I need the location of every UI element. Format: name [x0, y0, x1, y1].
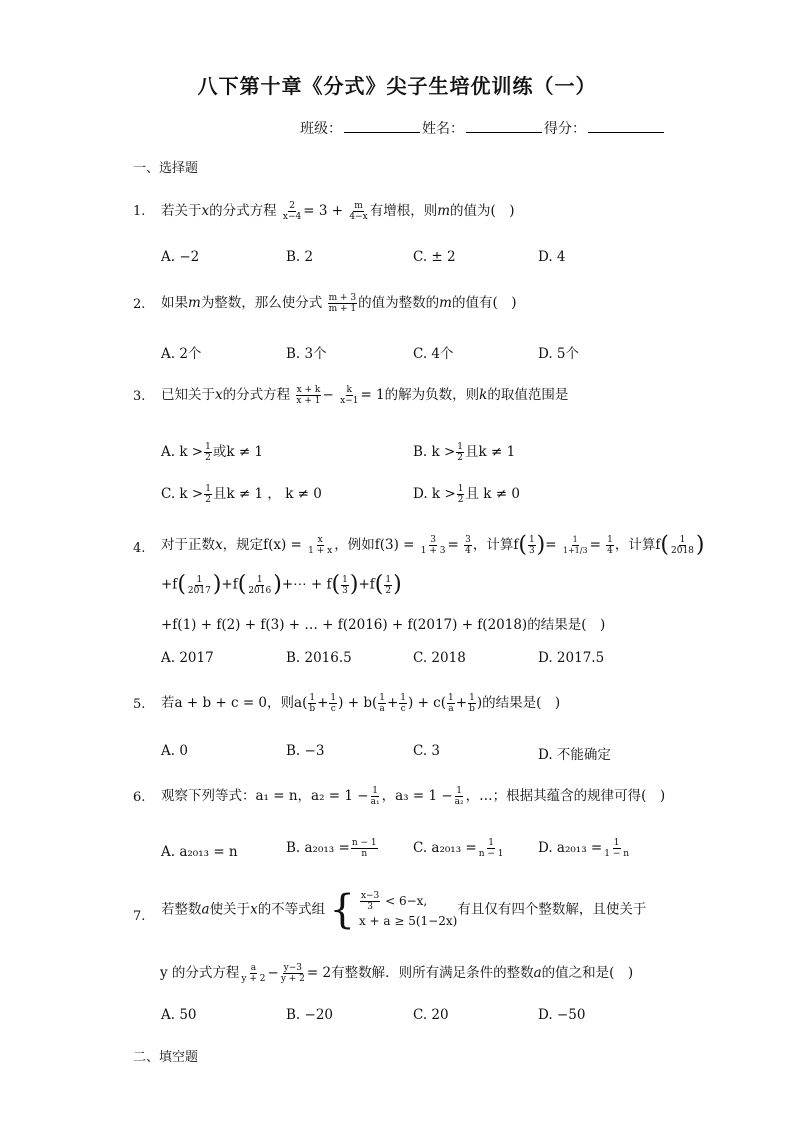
q2-option-a[interactable]: A. 2个 — [161, 346, 202, 362]
q2-stem: 如果m为整数，那么使分式 $\frac{m + 3}{m + 1}$ 的值为整数的m的值有( ) — [161, 293, 517, 314]
q3-fraction-1: $\frac{x + k}{x + 1}$ — [296, 385, 321, 406]
q7-stem-line1: 若整数a使关于x的不等式组 { $\frac{x-3}{3}$ < 6−x, x + a ≥ 5(1−2x) 有且仅有四个整数解，且使关于 — [161, 887, 647, 933]
class-label: 班级： — [300, 121, 342, 137]
q1-option-d[interactable]: D. 4 — [538, 249, 566, 265]
q3-option-d[interactable]: D. k > $\frac{1}{2}$ 且 k ≠ 0 — [413, 484, 520, 505]
q2-number: 2. — [133, 297, 146, 312]
q7-option-b[interactable]: B. −20 — [286, 1007, 333, 1023]
q4-option-c[interactable]: C. 2018 — [413, 650, 466, 666]
q5-option-c[interactable]: C. 3 — [413, 743, 441, 759]
q2-fraction: $\frac{m + 3}{m + 1}$ — [328, 293, 357, 314]
q5-stem: 若a + b + c = 0，则a( $\frac{1}{b}$ + $\frac{1}{c}$ ) + b( $\frac{1}{a}$ + $\frac{1}{c}$ ) + c( $\frac{1}{a}$ + $\frac{1}{b}$ )的结果是( ) — [161, 693, 561, 714]
q6-stem: 观察下列等式：a₁ = n，a₂ = 1 − $\frac{1}{\text{a₁}}$ ，a₃ = 1 − $\frac{1}{\text{a₂}}$ ，…；根据其蕴含的规律可得( ) — [161, 786, 666, 807]
q4-stem-line3: +f(1) + f(2) + f(3) + … + f(2016) + f(2017) + f(2018)的结果是( ) — [161, 617, 606, 633]
q3-option-c[interactable]: C. k > $\frac{1}{2}$ 且k ≠ 1 ， k ≠ 0 — [161, 484, 322, 505]
q4-option-d[interactable]: D. 2017.5 — [538, 650, 605, 666]
q1-number: 1. — [133, 204, 146, 219]
score-blank[interactable] — [588, 120, 664, 133]
class-blank[interactable] — [344, 120, 420, 133]
score-label: 得分： — [544, 121, 586, 137]
q1-option-c[interactable]: C. ± 2 — [413, 249, 456, 265]
q7-option-d[interactable]: D. −50 — [538, 1007, 586, 1023]
q3-stem: 已知关于x的分式方程 $\frac{x + k}{x + 1}$ − $\frac{k}{x-1}$ = 1的解为负数，则k的取值范围是 — [161, 385, 569, 406]
q7-option-a[interactable]: A. 50 — [161, 1007, 197, 1023]
q1-option-b[interactable]: B. 2 — [286, 249, 314, 265]
q3-number: 3. — [133, 389, 146, 404]
q2-option-b[interactable]: B. 3个 — [286, 346, 327, 362]
q1-fraction-1: $\frac{2}{x-4}$ — [282, 201, 302, 222]
q1-fraction-2: $\frac{m}{4-x}$ — [349, 201, 368, 222]
name-label: 姓名： — [422, 121, 464, 137]
q3-option-b[interactable]: B. k > $\frac{1}{2}$ 且k ≠ 1 — [413, 442, 516, 463]
q4-option-b[interactable]: B. 2016.5 — [286, 650, 352, 666]
q4-number: 4. — [133, 541, 146, 556]
q7-option-c[interactable]: C. 20 — [413, 1007, 449, 1023]
q5-option-d[interactable]: D. 不能确定 — [538, 747, 611, 763]
q7-inequality-system: { $\frac{x-3}{3}$ < 6−x, x + a ≥ 5(1−2x) — [329, 887, 458, 933]
page-title: 八下第十章《分式》尖子生培优训练（一） — [197, 74, 597, 98]
q2-option-c[interactable]: C. 4个 — [413, 346, 454, 362]
q5-number: 5. — [133, 697, 146, 712]
q5-option-b[interactable]: B. −3 — [286, 743, 325, 759]
q4-stem-line1: 对于正数x，规定f(x) = $\frac{x}{1 + x}$ ，例如f(3) = $\frac{3}{1 + 3}$ = $\frac{3}{4}$ ，计算f( $\frac{1}{3}$ )= $\frac{1}{1+1/3}$ = $\frac{1}{4}$ ，计算f( $\frac{1}{2018}$ ) — [161, 532, 705, 558]
q6-option-a[interactable]: A. a₂₀₁₃ = n — [161, 844, 238, 860]
q1-stem: 若关于x的分式方程 $\frac{2}{x-4}$ = 3 + $\frac{m}{4-x}$ 有增根，则m的值为( ) — [161, 201, 515, 222]
q4-option-a[interactable]: A. 2017 — [161, 650, 214, 666]
q6-number: 6. — [133, 790, 146, 805]
name-blank[interactable] — [466, 120, 542, 133]
q6-option-c[interactable]: C. a₂₀₁₃ = $\frac{1}{n - 1}$ — [413, 838, 504, 859]
q4-stem-line2: +f( $\frac{1}{2017}$ )+f( $\frac{1}{2016}$ )+⋯ + f( $\frac{1}{3}$ )+f( $\frac{1}{2}$ ) — [161, 572, 402, 597]
q5-option-a[interactable]: A. 0 — [161, 743, 188, 759]
q1-option-a[interactable]: A. −2 — [161, 249, 200, 265]
q3-fraction-2: $\frac{k}{x-1}$ — [340, 385, 359, 406]
q6-option-b[interactable]: B. a₂₀₁₃ = $\frac{n - 1}{n}$ — [286, 838, 377, 859]
section-fill: 二、填空题 — [133, 1050, 199, 1065]
section-choice: 一、选择题 — [133, 161, 199, 176]
q3-option-a[interactable]: A. k > $\frac{1}{2}$ 或k ≠ 1 — [161, 442, 264, 463]
q7-number: 7. — [133, 909, 146, 924]
q7-stem-line2: y 的分式方程 $\frac{a}{y + 2}$ − $\frac{y-3}{y + 2}$ = 2有整数解．则所有满足条件的整数a的值之和是( ) — [160, 963, 634, 984]
info-line — [300, 118, 666, 138]
q6-option-d[interactable]: D. a₂₀₁₃ = $\frac{1}{1 - n}$ — [538, 838, 630, 859]
q2-option-d[interactable]: D. 5个 — [538, 346, 580, 362]
